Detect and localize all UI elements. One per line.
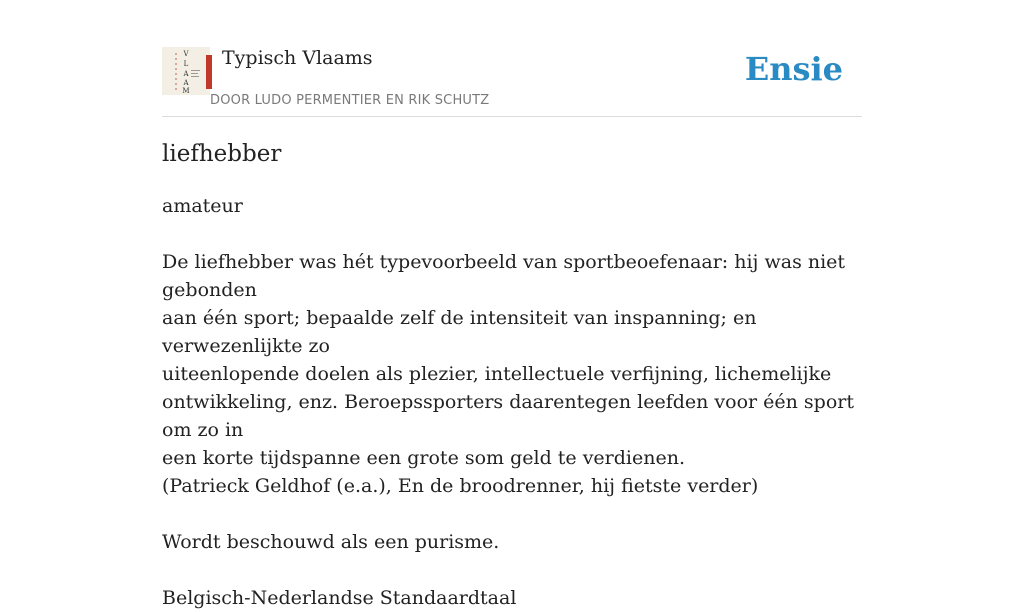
svg-text:A: A xyxy=(183,70,189,78)
entry-language: Belgisch-Nederlandse Standaardtaal xyxy=(162,587,517,609)
entry-content xyxy=(162,138,862,612)
entry-note: Wordt beschouwd als een purisme. xyxy=(162,531,500,553)
svg-text:M: M xyxy=(182,87,190,95)
book-cover-logo[interactable] xyxy=(162,47,210,95)
collection-title[interactable]: Typisch Vlaams xyxy=(222,47,373,69)
entry-synonym: amateur xyxy=(162,195,243,217)
collection-authors: DOOR LUDO PERMENTIER EN RIK SCHUTZ xyxy=(210,93,490,108)
svg-text:V: V xyxy=(183,50,189,58)
svg-text:L: L xyxy=(183,60,189,68)
site-header xyxy=(162,44,862,117)
entry-example: De liefhebber was hét typevoorbeeld van sportbeoefenaar: hij was niet gebonden aan één sport; bepaalde zelf de intensiteit van inspanning; en verwezenlijkte zo uiteenlopende doelen als plezier, intellectuele verfijning, lichemelijke ontwikkeling, enz. Beroepssporters daarentegen leefden voor één sport om zo in een korte tijdspanne een grote som geld te verdienen. (Patrieck Geldhof (e.a.), En de broodrenner, hij fietste verder) xyxy=(162,251,854,497)
entry-word: liefhebber xyxy=(162,141,282,167)
book-cover-icon xyxy=(162,47,210,95)
svg-text:A: A xyxy=(183,79,189,87)
ensie-logo-link[interactable]: Ensie xyxy=(744,50,843,88)
